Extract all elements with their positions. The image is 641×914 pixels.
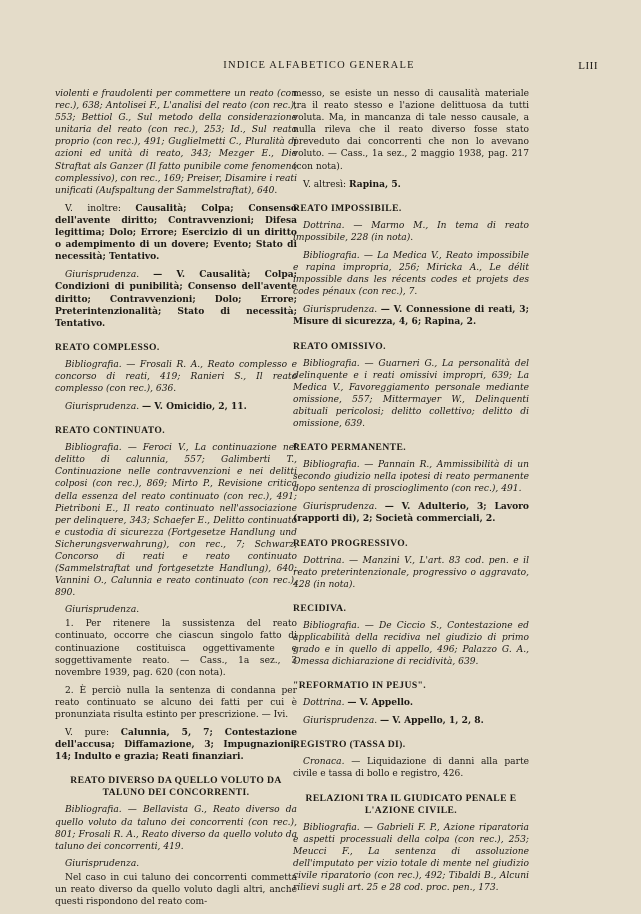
page-number: LIII [578, 60, 598, 72]
bibliography-label: Bibliografia. [65, 359, 122, 370]
doctrine-text: — Manzini V., L'art. 83 cod. pen. e il reato preterintenzionale, progressivo o aggravato, 428 (in nota). [293, 555, 529, 590]
see-also-text: Calunnia, 5, 7; Contestazione dell'accusa; Diffamazione, 3; Impugnazioni, 14; Indulto e grazia; Reati finanziari. [55, 727, 297, 763]
doctrine [293, 555, 529, 591]
see-also-text: Causalità; Colpa; Consenso dell'avente diritto; Contravvenzioni; Difesa legittima; Dolo; Errore; Esercizio di un diritto o adempimento di un dovere; Evento; Stato di necessità; Tentativo. [55, 202, 297, 263]
bibliography-label: Bibliografia. [303, 358, 360, 369]
jurisprudence-label: Giurisprudenza. [65, 858, 140, 869]
see-also-label: V. inoltre: [65, 203, 121, 214]
jurisprudence-text: — V. Omicidio, 2, 11. [142, 401, 247, 413]
jurisprudence-text: — V. Appello, 1, 2, 8. [380, 715, 484, 727]
bibliography [55, 359, 297, 395]
bibliography-label: Bibliografia. [303, 460, 360, 471]
jurisprudence-label: Giurisprudenza. [303, 502, 378, 513]
jurisprudence-label: Giurisprudenza. [303, 305, 378, 316]
chronicle [293, 756, 529, 780]
doctrine-label: Dottrina. [303, 220, 345, 231]
left-column [55, 88, 297, 914]
entry-title: REATO CONTINUATO. [55, 425, 166, 437]
bibliography [293, 250, 529, 298]
running-title: INDICE ALFABETICO GENERALE [223, 60, 415, 71]
see-also [55, 727, 297, 763]
jurisprudence [55, 401, 297, 413]
bibliography [293, 358, 529, 431]
entry-title: REATO OMISSIVO. [293, 340, 386, 352]
entry-title: "REFORMATIO IN PEJUS". [293, 680, 427, 692]
doctrine-label: Dottrina. [303, 555, 345, 566]
chronicle-label: Cronaca. [303, 757, 345, 768]
bibliography [293, 822, 529, 895]
entry-title: REGISTRO (TASSA DI). [293, 739, 406, 751]
jurisprudence-label: Giurisprudenza. [303, 716, 378, 727]
jurisprudence-label: Giurisprudenza. [65, 605, 140, 616]
jurisprudence-text: — V. Causalità; Colpa; Condizioni di punibilità; Consenso dell'avente diritto; Contravvenzioni; Dolo; Errore; Preterintenzionalità; Stato di necessità; Tentativo. [55, 269, 297, 329]
entry-title: RELAZIONI TRA IL GIUDICATO PENALE E L'AZIONE CIVILE. [305, 792, 517, 816]
bibliography [55, 442, 297, 599]
doctrine [293, 697, 529, 709]
doctrine-text: — Marmo M., In tema di reato impossibile, 228 (in nota). [293, 220, 529, 243]
see-also-label: V. altresì: [303, 179, 347, 190]
jurisprudence-text: — V. Adulterio, 3; Lavoro (rapporti di), 2; Società commerciali, 2. [293, 501, 529, 525]
jurisprudence [293, 715, 529, 727]
page-header [40, 60, 598, 80]
continued-text: messo, se esiste un nesso di causalità materiale tra il reato stesso e l'azione delittuosa da tutti voluta. Ma, in mancanza di tale nesso causale, a nulla rileva che il reato diverso fosse stato preveduto dai concorrenti che non lo avevano voluto. — Cass., 1a sez., 2 maggio 1938, pag. 217 (con nota). [293, 89, 529, 172]
doctrine-text: — V. Appello. [347, 697, 414, 709]
intro-jurisprudence [55, 269, 297, 329]
entry-title: REATO PROGRESSIVO. [293, 537, 408, 549]
intro-see-also [55, 203, 297, 263]
jurisprudence [293, 304, 529, 328]
doctrine [293, 220, 529, 244]
bibliography-text: — Frosali R. A., Reato complesso e concorso di reati, 419; Ranieri S., Il reato complesso (con rec.), 636. [55, 359, 297, 394]
entry-title: REATO DIVERSO DA QUELLO VOLUTO DA TALUNO DEI CONCORRENTI. [70, 775, 282, 799]
see-also [293, 179, 529, 191]
bibliography-text: — Feroci V., La continuazione nel delitto di calunnia, 557; Galimberti T., Continuazione nelle contravvenzioni e nei delitti colposi (con rec.), 869; Mirto P., Revisione critica della essenza del reato continuato (con rec.), 491; Pietriboni E., Il reato continuato nell'associazione per delinquere, 343; Schaefer E., Delitto continuato e custodia di sicurezza (Fortgesetze Handlung und Sicherungsverwahrung), con rec., 7; Schwarz, Concorso di reati e reato continuato (Sammelstraftat und fortgesetzte Handlung), 640; Vannini O., Calunnia e reato continuato (con rec.), 890. [55, 443, 297, 599]
bibliography [293, 620, 529, 668]
bibliography-label: Bibliografia. [303, 822, 360, 833]
entry-title: REATO COMPLESSO. [55, 341, 160, 353]
bibliography [293, 459, 529, 495]
doctrine-label: Dottrina. [303, 698, 345, 709]
bibliography-text: — Guarneri G., La personalità del delinquente e i reati omissivi impropri, 639; La Medica V., Favoreggiamento personale mediante omissione, 557; Mittermayer W., Delinquenti abituali pericolosi; delitto collettivo; delitto di omissione, 639. [293, 358, 529, 429]
jurisprudence-text: — V. Connessione di reati, 3; Misure di sicurezza, 4, 6; Rapina, 2. [293, 304, 529, 328]
jurisprudence-item: Nel caso in cui taluno dei concorrenti commetta un reato diverso da quello voluto dagli altri, anche questi rispondono del reato com- [55, 872, 297, 907]
bibliography-text: — Pannain R., Ammissibilità di un secondo giudizio nella ipotesi di reato permanente dopo sentenza di proscioglimento (con rec.), 491. [293, 460, 529, 495]
bibliography-text: — La Medica V., Reato impossibile e rapina impropria, 256; Miricka A., Le délit impossible dans les récents codes et projets des codes pénaux (con rec.), 7. [293, 250, 529, 298]
bibliography [55, 804, 297, 852]
jurisprudence-item: 1. Per ritenere la sussistenza del reato continuato, occorre che ciascun singolo fatto di continuazione costituisca oggettivamente e soggettivamente reato. — Cass., 1a sez., 3 novembre 1939, pag. 620 (con nota). [55, 619, 297, 678]
see-also-label: V. pure: [65, 728, 110, 739]
chronicle-text: — Liquidazione di danni alla parte civile e tassa di bollo e registro, 426. [293, 757, 529, 780]
entry-title: REATO IMPOSSIBILE. [293, 202, 402, 214]
jurisprudence-label: Giurisprudenza. [65, 402, 140, 413]
bibliography-text: — De Ciccio S., Contestazione ed applicabilità della recidiva nel giudizio di primo grado e in quello di appello, 496; Palazzo G. A., Omessa dichiarazione di recidività, 639. [293, 620, 529, 668]
right-column [293, 88, 529, 900]
entry-title: REATO PERMANENTE. [293, 442, 407, 454]
bibliography-label: Bibliografia. [65, 805, 122, 816]
bibliography-text: — Gabrieli F. P., Azione riparatoria e aspetti processuali della colpa (con rec.), 253; Meucci F., La sentenza di assoluzione dell'imputato per vizio totale di mente nel giudizio civile riparatorio (con rec.), 492; Tibaldi B., Alcuni rilievi sugli art. 25 e 28 cod. proc. pen., 173. [293, 822, 529, 894]
intro-text: violenti e fraudolenti per commettere un reato (con rec.), 638; Antolisei F., L'analisi del reato (con rec.), 553; Bettiol G., Sul metodo della considerazione unitaria del reato (con rec.), 253; Id., Sul reato proprio (con rec.), 491; Guglielmetti C., Pluralità di azioni ed unità di reato, 343; Mezger E., Die Straftat als Ganzer (Il fatto punibile come fenomeno complessivo), con rec., 169; Preiser, Disamire i reati unificati (Aufspaltung der Sammelstraftat), 640. [55, 89, 297, 196]
bibliography-label: Bibliografia. [303, 620, 360, 631]
jurisprudence [293, 501, 529, 525]
jurisprudence-item: 2. È perciò nulla la sentenza di condanna per reato continuato se alcuno dei fatti per cui è pronunziata risulta estinto per prescrizione. — Ivi. [55, 685, 297, 721]
bibliography-label: Bibliografia. [303, 250, 360, 261]
bibliography-text: — Bellavista G., Reato diverso da quello voluto da taluno dei concorrenti (con rec.), 801; Frosali R. A., Reato diverso da quello voluto da taluno dei concorrenti, 419. [55, 805, 297, 852]
bibliography-label: Bibliografia. [65, 443, 122, 454]
jurisprudence-label: Giurisprudenza. [65, 270, 140, 281]
see-also-text: Rapina, 5. [349, 178, 401, 190]
entry-title: RECIDIVA. [293, 602, 347, 614]
